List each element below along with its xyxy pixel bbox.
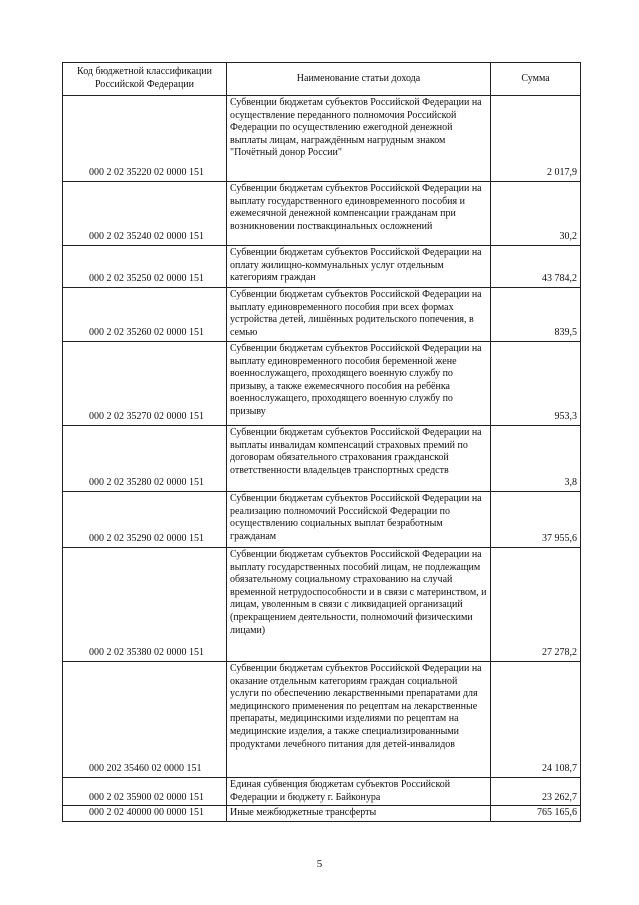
table-header-row <box>63 63 581 96</box>
row-name: Субвенции бюджетам субъектов Российской Федерации на выплату единовременного пособия беременной жене военнослужащего, проходящего военную службу по призыву, а также ежемесячного пособия на ребёнка военнослужащего, проходящего военную службу по призыву <box>227 342 491 426</box>
row-code: 000 2 02 35240 02 0000 151 <box>63 182 227 246</box>
row-sum: 27 278,2 <box>491 548 581 662</box>
table-row <box>63 96 581 182</box>
document-page <box>62 62 580 822</box>
page-number: 5 <box>316 858 323 870</box>
row-sum: 765 165,6 <box>491 806 581 822</box>
row-name: Субвенции бюджетам субъектов Российской Федерации на осуществление переданного полномочия Российской Федерации по осуществлению ежегодной денежной выплаты лицам, награждённым нагрудным знаком "Почётный донор России" <box>227 96 491 182</box>
row-sum: 43 784,2 <box>491 246 581 288</box>
table-row <box>63 778 581 806</box>
row-sum: 2 017,9 <box>491 96 581 182</box>
row-name: Субвенции бюджетам субъектов Российской Федерации на оказание отдельным категориям граждан социальной услуги по обеспечению лекарственными препаратами для медицинского применения по рецептам на лекарственные препараты, медицинскими изделиями по рецептам на медицинские изделия, а также специализированными продуктами лечебного питания для детей-инвалидов <box>227 662 491 778</box>
row-code: 000 2 02 35270 02 0000 151 <box>63 342 227 426</box>
row-sum: 23 262,7 <box>491 778 581 806</box>
table-row <box>63 342 581 426</box>
row-sum: 3,8 <box>491 426 581 492</box>
table-row <box>63 426 581 492</box>
row-name: Субвенции бюджетам субъектов Российской Федерации на реализацию полномочий Российской Федерации по осуществлению социальных выплат безработным гражданам <box>227 492 491 548</box>
table-row <box>63 662 581 778</box>
row-code: 000 2 02 35280 02 0000 151 <box>63 426 227 492</box>
table-row <box>63 492 581 548</box>
row-code: 000 2 02 35380 02 0000 151 <box>63 548 227 662</box>
table-row <box>63 806 581 822</box>
row-code: 000 2 02 35250 02 0000 151 <box>63 246 227 288</box>
row-code: 000 2 02 40000 00 0000 151 <box>63 806 227 822</box>
row-name: Единая субвенция бюджетам субъектов Российской Федерации и бюджету г. Байконура <box>227 778 491 806</box>
row-name: Субвенции бюджетам субъектов Российской Федерации на выплаты инвалидам компенсаций страховых премий по договорам обязательного страхования гражданской ответственности владельцев транспортных средств <box>227 426 491 492</box>
row-code: 000 2 02 35220 02 0000 151 <box>63 96 227 182</box>
table-row <box>63 548 581 662</box>
header-name: Наименование статьи дохода <box>227 63 491 96</box>
row-name: Субвенции бюджетам субъектов Российской Федерации на выплату государственных пособий лицам, не подлежащим обязательному социальному страхованию на случай временной нетрудоспособности и в связи с материнством, и лицам, уволенным в связи с ликвидацией организаций (прекращением деятельности, полномочий физическими лицами) <box>227 548 491 662</box>
row-code: 000 202 35460 02 0000 151 <box>63 662 227 778</box>
row-sum: 953,3 <box>491 342 581 426</box>
row-sum: 839,5 <box>491 288 581 342</box>
row-sum: 24 108,7 <box>491 662 581 778</box>
table-row <box>63 288 581 342</box>
row-name: Иные межбюджетные трансферты <box>227 806 491 822</box>
row-sum: 30,2 <box>491 182 581 246</box>
revenue-table <box>62 62 581 822</box>
row-sum: 37 955,6 <box>491 492 581 548</box>
row-code: 000 2 02 35900 02 0000 151 <box>63 778 227 806</box>
row-code: 000 2 02 35290 02 0000 151 <box>63 492 227 548</box>
row-name: Субвенции бюджетам субъектов Российской Федерации на выплату государственного единовременного пособия и ежемесячной денежной компенсации гражданам при возникновении поствакцинальных осложнений <box>227 182 491 246</box>
table-row <box>63 246 581 288</box>
header-sum: Сумма <box>491 63 581 96</box>
table-row <box>63 182 581 246</box>
header-code: Код бюджетной классификации Российской Федерации <box>63 63 227 96</box>
row-code: 000 2 02 35260 02 0000 151 <box>63 288 227 342</box>
row-name: Субвенции бюджетам субъектов Российской Федерации на оплату жилищно-коммунальных услуг отдельным категориям граждан <box>227 246 491 288</box>
row-name: Субвенции бюджетам субъектов Российской Федерации на выплату единовременного пособия при всех формах устройства детей, лишённых родительского попечения, в семью <box>227 288 491 342</box>
